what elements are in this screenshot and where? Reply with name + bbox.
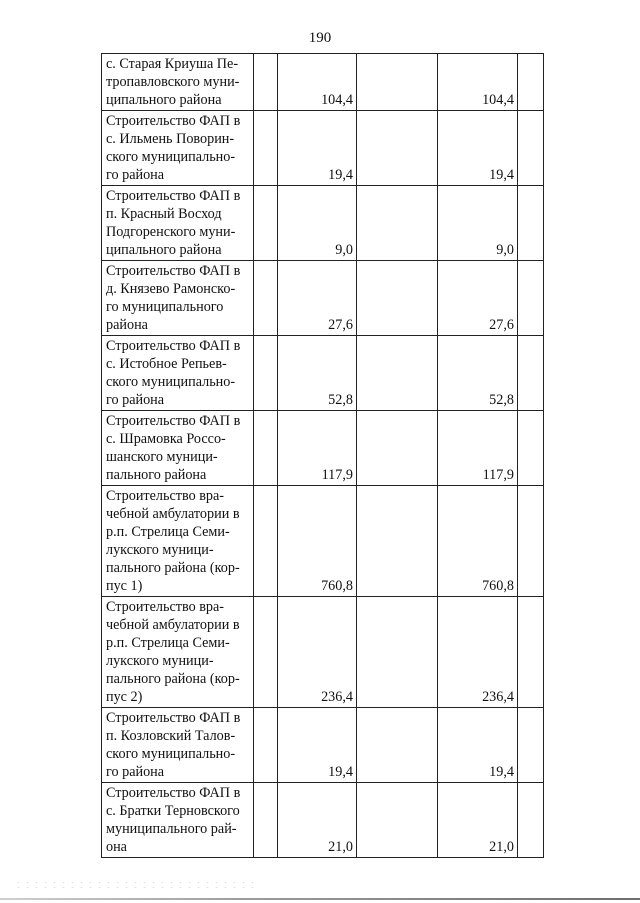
row-name-cell: Строительство ФАП в с. Ильмень Поворин- ского муниципально- го района — [102, 111, 254, 186]
value-cell-b: 19,4 — [438, 111, 518, 186]
empty-cell — [357, 783, 438, 858]
value-cell-b: 236,4 — [438, 597, 518, 708]
table-row — [102, 411, 544, 486]
empty-cell — [518, 708, 544, 783]
value-cell-b: 9,0 — [438, 186, 518, 261]
empty-cell — [254, 486, 278, 597]
empty-cell — [357, 54, 438, 111]
empty-cell — [518, 411, 544, 486]
empty-cell — [254, 186, 278, 261]
table-row — [102, 486, 544, 597]
value-cell-a: 52,8 — [278, 336, 357, 411]
empty-cell — [254, 708, 278, 783]
scan-artifact — [14, 880, 254, 890]
value-cell-a: 760,8 — [278, 486, 357, 597]
empty-cell — [357, 336, 438, 411]
row-name-cell: Строительство вра- чебной амбулатории в р.п. Стрелица Семи- лукского муници- пального района (кор- пус 2) — [102, 597, 254, 708]
empty-cell — [357, 186, 438, 261]
row-name-cell: Строительство вра- чебной амбулатории в р.п. Стрелица Семи- лукского муници- пального района (кор- пус 1) — [102, 486, 254, 597]
value-cell-b: 19,4 — [438, 708, 518, 783]
table-row — [102, 708, 544, 783]
page-number: 190 — [308, 30, 332, 46]
empty-cell — [518, 486, 544, 597]
value-cell-a: 27,6 — [278, 261, 357, 336]
value-cell-a: 19,4 — [278, 111, 357, 186]
value-cell-a: 236,4 — [278, 597, 357, 708]
value-cell-b: 760,8 — [438, 486, 518, 597]
empty-cell — [254, 54, 278, 111]
empty-cell — [518, 186, 544, 261]
empty-cell — [518, 597, 544, 708]
empty-cell — [518, 111, 544, 186]
table-body — [102, 54, 544, 858]
value-cell-a: 117,9 — [278, 411, 357, 486]
empty-cell — [518, 261, 544, 336]
value-cell-b: 104,4 — [438, 54, 518, 111]
table-row — [102, 336, 544, 411]
empty-cell — [254, 411, 278, 486]
value-cell-a: 104,4 — [278, 54, 357, 111]
value-cell-b: 52,8 — [438, 336, 518, 411]
value-cell-a: 9,0 — [278, 186, 357, 261]
empty-cell — [357, 708, 438, 783]
value-cell-a: 21,0 — [278, 783, 357, 858]
empty-cell — [357, 261, 438, 336]
table-row — [102, 186, 544, 261]
empty-cell — [518, 783, 544, 858]
value-cell-b: 117,9 — [438, 411, 518, 486]
empty-cell — [518, 54, 544, 111]
budget-table — [101, 53, 544, 858]
row-name-cell: Строительство ФАП в д. Князево Рамонско- го муниципального района — [102, 261, 254, 336]
empty-cell — [357, 411, 438, 486]
empty-cell — [357, 111, 438, 186]
empty-cell — [357, 597, 438, 708]
empty-cell — [254, 261, 278, 336]
table-row — [102, 54, 544, 111]
value-cell-b: 21,0 — [438, 783, 518, 858]
row-name-cell: Строительство ФАП в п. Козловский Талов- ского муниципально- го района — [102, 708, 254, 783]
empty-cell — [254, 111, 278, 186]
empty-cell — [254, 597, 278, 708]
row-name-cell: с. Старая Криуша Пе- тропавловского муни- ципального района — [102, 54, 254, 111]
empty-cell — [357, 486, 438, 597]
table-row — [102, 111, 544, 186]
row-name-cell: Строительство ФАП в с. Братки Терновского муниципального рай- она — [102, 783, 254, 858]
scan-edge-line — [0, 898, 640, 900]
empty-cell — [254, 783, 278, 858]
row-name-cell: Строительство ФАП в с. Шрамовка Россо- шанского муници- пального района — [102, 411, 254, 486]
empty-cell — [518, 336, 544, 411]
row-name-cell: Строительство ФАП в п. Красный Восход Подгоренского муни- ципального района — [102, 186, 254, 261]
table-row — [102, 597, 544, 708]
empty-cell — [254, 336, 278, 411]
row-name-cell: Строительство ФАП в с. Истобное Репьев- ского муниципально- го района — [102, 336, 254, 411]
value-cell-a: 19,4 — [278, 708, 357, 783]
table-row — [102, 783, 544, 858]
value-cell-b: 27,6 — [438, 261, 518, 336]
table-row — [102, 261, 544, 336]
